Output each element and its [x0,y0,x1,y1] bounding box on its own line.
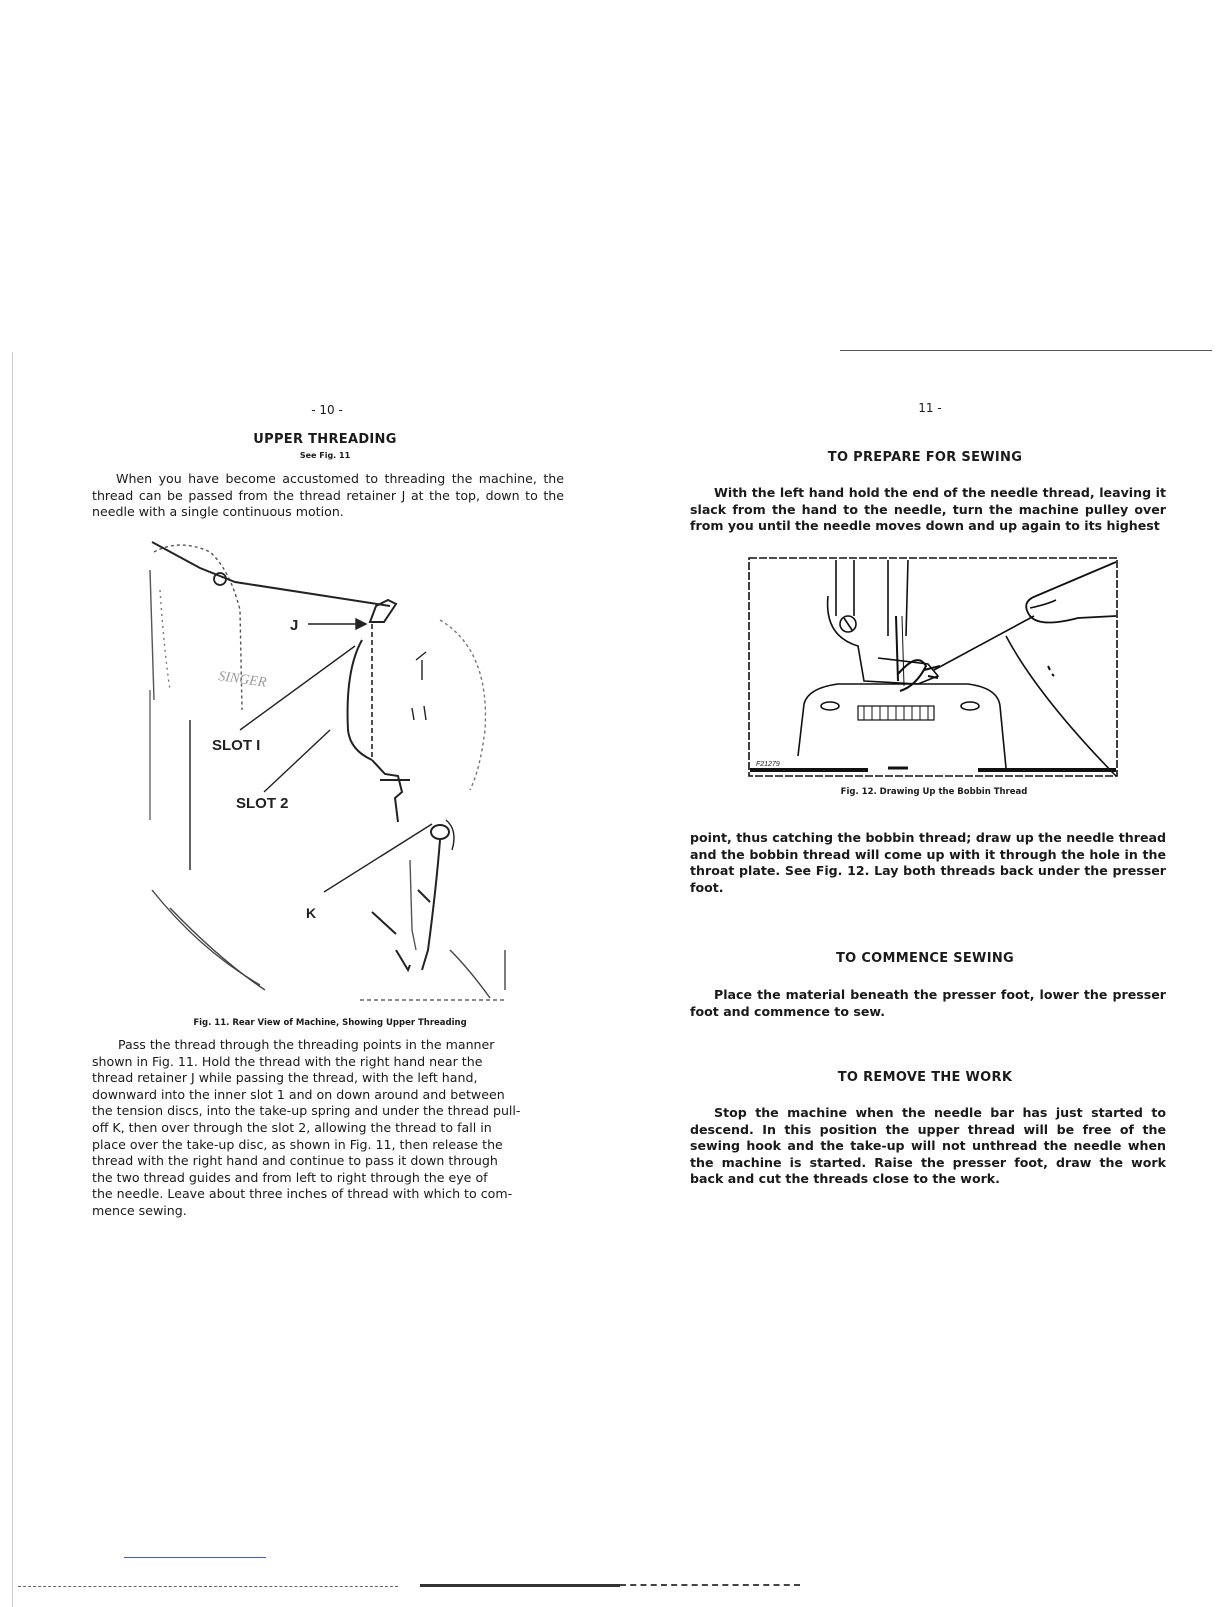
label-slot-2: SLOT 2 [236,795,289,812]
upper-threading-title: UPPER THREADING [253,432,397,447]
commence-sewing-text: Place the material beneath the presser foot, lower the presser foot and commence to sew. [690,987,1166,1019]
top-right-rule [840,350,1212,351]
commence-sewing-title: TO COMMENCE SEWING [836,951,1014,966]
body-line: the tension discs, into the take-up spring and under the thread pull- [92,1103,521,1119]
left-edge-line [12,352,13,1607]
machine-brand-logo: SINGER [217,669,268,691]
body-line: the needle. Leave about three inches of thread with which to com- [92,1186,513,1202]
blue-link-underline [124,1557,266,1558]
figure-12-caption: Fig. 12. Drawing Up the Bobbin Thread [840,787,1028,797]
prepare-sewing-title: TO PREPARE FOR SEWING [827,450,1023,465]
label-k: K [306,905,317,921]
body-line: Pass the thread through the threading points in the manner [118,1037,495,1052]
body-line: shown in Fig. 11. Hold the thread with the right hand near the [92,1053,483,1069]
page-number-left: - 10 - [311,403,343,417]
figure-11-caption: Fig. 11. Rear View of Machine, Showing Upper Threading [193,1018,467,1028]
bottom-rule-center [420,1584,620,1587]
remove-work-title: TO REMOVE THE WORK [837,1070,1013,1085]
body-line: downward into the inner slot 1 and on down around and between [92,1086,505,1102]
body-line: mence sewing. [92,1202,187,1218]
body-line: off K, then over through the slot 2, allowing the thread to fall in [92,1119,492,1135]
see-fig-11: See Fig. 11 [299,451,351,460]
page-number-right: 11 - [918,401,942,415]
bottom-rule-right [620,1584,800,1586]
figure-11-rear-view [140,530,520,1010]
body-line: the two thread guides and from left to right through the eye of [92,1169,488,1185]
body-line: thread retainer J while passing the thread, with the left hand, [92,1070,478,1086]
bottom-rule-left [18,1586,398,1587]
figure-12-code: F21279 [756,761,780,768]
prepare-sewing-text-2: point, thus catching the bobbin thread; draw up the needle thread and the bobbin thread will come up with it through the hole in the throat plate. See Fig. 12. Lay both threads back under the presser foot. [690,830,1166,895]
label-slot-1: SLOT I [212,737,261,754]
body-line: place over the take-up disc, as shown in Fig. 11, then release the [92,1136,503,1152]
label-j: J [290,617,299,634]
upper-threading-intro: When you have become accustomed to threading the machine, the thread can be passed from the thread retainer J at the top, down to the needle with a single continuous motion. [92,471,564,520]
prepare-sewing-text-1: With the left hand hold the end of the needle thread, leaving it slack from the hand to the needle, turn the machine pulley over from you until the needle moves down and up again to its highest [690,485,1166,534]
figure-12-bobbin-thread [748,556,1120,780]
remove-work-text: Stop the machine when the needle bar has just started to descend. In this position the upper thread will be free of the sewing hook and the take-up will not unthread the needle when the machine is started. Raise the presser foot, draw the work back and cut the threads close to the work. [690,1105,1166,1187]
upper-threading-body [92,1037,564,1220]
body-line: thread with the right hand and continue to pass it down through [92,1153,498,1169]
